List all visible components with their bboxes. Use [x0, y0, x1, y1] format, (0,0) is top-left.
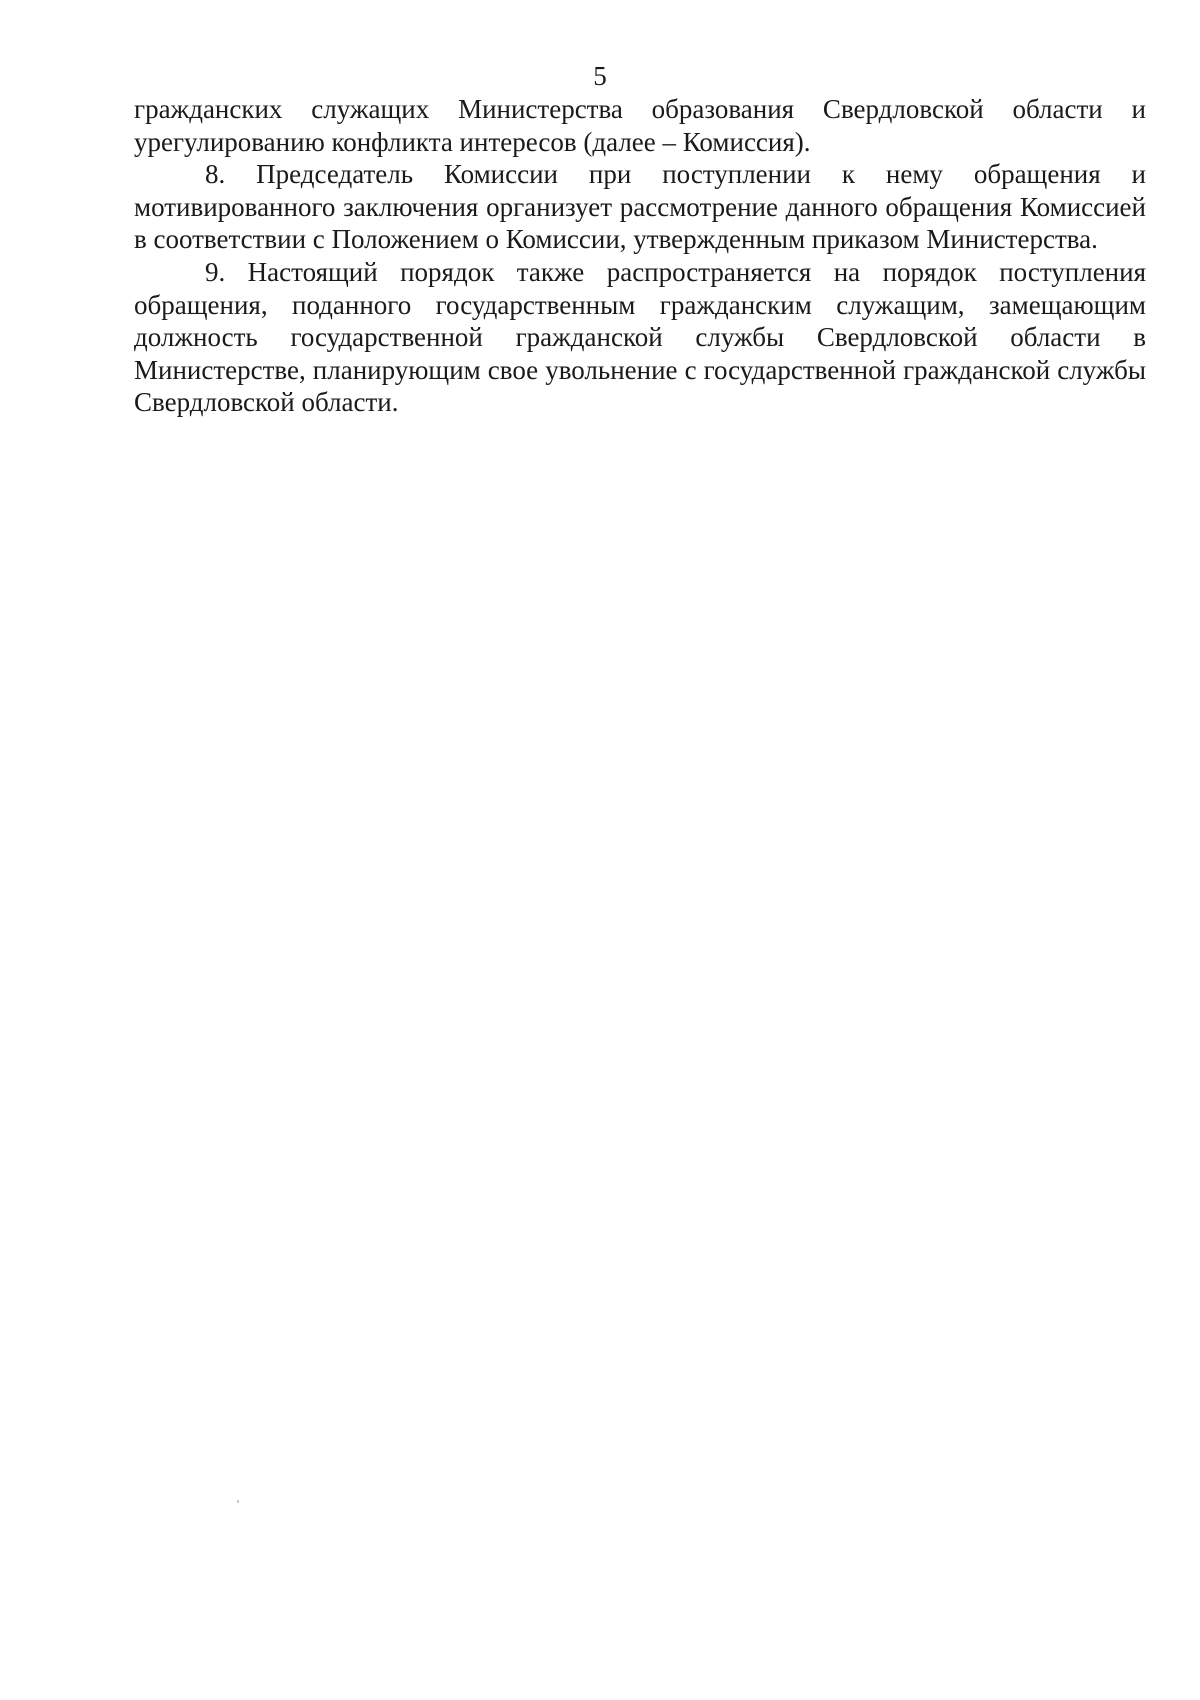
paragraph-item-9: 9. Настоящий порядок также распространяется на порядок поступления обращения, поданного государственным гражданским служащим, замещающим должность государственной гражданской службы Свердловской области в Министерстве, планирующим свое увольнение с государственной гражданской службы Свердловской области.	[134, 256, 1146, 418]
paragraph-continuation: гражданских служащих Министерства образования Свердловской области и урегулированию конфликта интересов (далее – Комиссия).	[134, 94, 1146, 157]
paragraph-item-8: 8. Председатель Комиссии при поступлении к нему обращения и мотивированного заключения организует рассмотрение данного обращения Комиссией в соответствии с Положением о Комиссии, утвержденным приказом Министерства.	[134, 159, 1146, 255]
scan-artifact	[237, 1500, 239, 1503]
page-number: 5	[593, 61, 607, 91]
document-body	[134, 93, 1146, 419]
